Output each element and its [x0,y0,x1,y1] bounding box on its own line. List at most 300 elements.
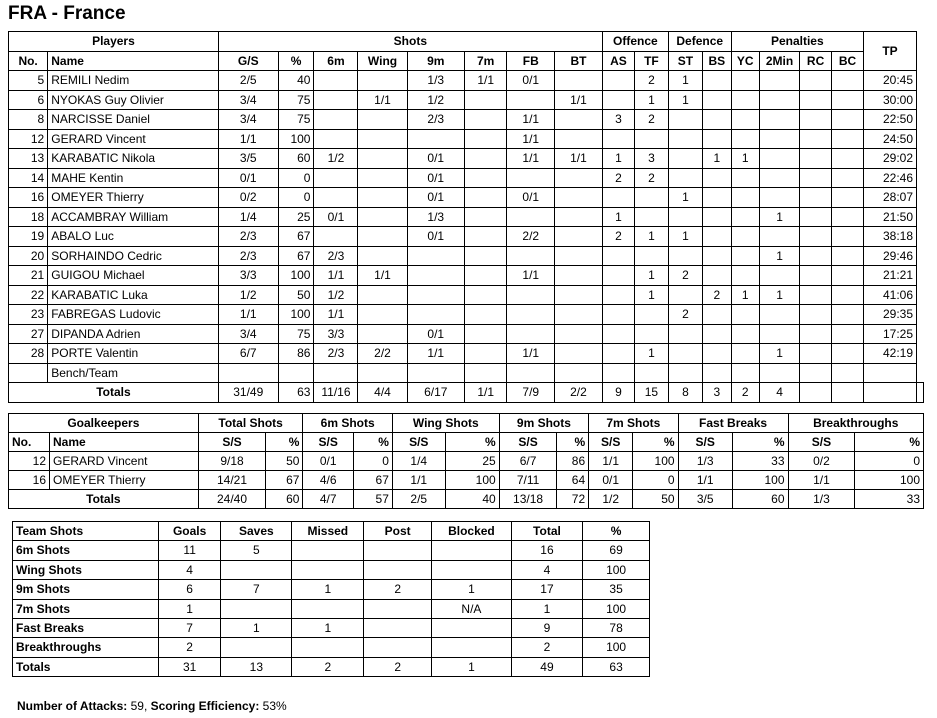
players-total-cell: 2 [731,383,759,403]
team-shots-cell [364,560,432,579]
player-cell: 29:02 [864,149,917,169]
player-cell: 18 [9,207,48,227]
player-row [9,129,924,149]
team-shots-cell: 1 [292,580,364,599]
goalkeeper-cell: 9/18 [198,452,266,471]
player-name: NARCISSE Daniel [48,110,219,130]
team-shots-cell: 35 [583,580,650,599]
player-cell [702,207,731,227]
goalkeeper-cell: 64 [557,471,589,490]
bench-cell [555,363,603,383]
player-cell [464,110,507,130]
player-cell: 1 [759,246,799,266]
player-cell [800,207,832,227]
player-cell [800,344,832,364]
player-cell [759,188,799,208]
player-cell [832,149,864,169]
player-cell: 1/2 [407,90,464,110]
goalkeepers-subheader-row [9,433,924,452]
pct-header: % [855,433,924,452]
player-cell: 2/3 [218,227,278,247]
column-header: FB [507,51,555,71]
player-cell: 1/1 [407,344,464,364]
player-cell [314,90,358,110]
column-header: 9m [407,51,464,71]
player-cell [759,149,799,169]
player-cell [800,71,832,91]
goalkeepers-total-cell: 60 [732,490,788,509]
players-total-cell: 1/1 [464,383,507,403]
player-cell: 2/3 [218,246,278,266]
player-cell: 2/3 [407,110,464,130]
player-cell [759,168,799,188]
goalkeeper-cell: 6/7 [499,452,557,471]
player-cell [800,246,832,266]
player-cell: 1 [635,266,669,286]
player-cell: 1 [602,207,634,227]
goalkeepers-name-header: Name [50,433,199,452]
player-cell: 29:35 [864,305,917,325]
player-cell [555,207,603,227]
team-shots-cell: 2 [364,580,432,599]
player-cell: 3/4 [218,110,278,130]
player-cell [832,207,864,227]
player-cell: 1/1 [464,71,507,91]
player-cell [507,168,555,188]
goalkeeper-cell: 0 [855,452,924,471]
goalkeeper-row [9,471,924,490]
players-total-cell [864,383,917,403]
team-shots-cell: 1 [158,599,220,618]
goalkeeper-cell: 50 [266,452,303,471]
player-cell [464,246,507,266]
player-cell [832,266,864,286]
team-shots-cell [221,638,292,657]
goalkeepers-table [8,413,924,509]
team-shots-header: Saves [221,522,292,541]
team-shots-cell [432,619,512,638]
player-cell [358,246,407,266]
player-cell [702,266,731,286]
player-cell: 100 [278,266,314,286]
player-cell: 6 [9,90,48,110]
player-cell: 17:25 [864,324,917,344]
player-cell: 28:07 [864,188,917,208]
pct-header: % [633,433,678,452]
player-cell: 1/1 [507,129,555,149]
player-cell: 27 [9,324,48,344]
player-cell [759,90,799,110]
player-cell [668,285,702,305]
ss-header: S/S [499,433,557,452]
player-cell: 3/4 [218,90,278,110]
player-cell [800,227,832,247]
player-cell: 50 [278,285,314,305]
team-shots-cell: 11 [158,541,220,560]
goalkeeper-cell: 1/3 [678,452,732,471]
defence-group-header: Defence [668,32,731,52]
column-header: No. [9,51,48,71]
goalkeepers-totals-row [9,490,924,509]
player-cell [464,285,507,305]
player-cell: 8 [9,110,48,130]
player-cell: 1/1 [218,129,278,149]
team-shots-header: Blocked [432,522,512,541]
player-cell: 2/2 [358,344,407,364]
players-total-cell: 6/17 [407,383,464,403]
player-cell: 2/3 [314,246,358,266]
player-cell: 1/4 [218,207,278,227]
player-row [9,149,924,169]
player-cell: 100 [278,129,314,149]
offence-group-header: Offence [602,32,668,52]
player-cell: 1 [731,285,759,305]
team-shots-body [13,541,650,677]
player-cell [731,227,759,247]
player-cell [635,188,669,208]
player-cell: 75 [278,90,314,110]
player-cell: 25 [278,207,314,227]
player-cell: 67 [278,227,314,247]
player-cell: 2/3 [314,344,358,364]
players-total-cell: 8 [668,383,702,403]
goalkeepers-group-header: 9m Shots [499,414,588,433]
attacks-value: 59, [130,699,148,713]
bench-cell [602,363,634,383]
bench-cell [635,363,669,383]
player-cell [464,129,507,149]
team-shots-cell: 100 [583,560,650,579]
player-cell [800,324,832,344]
player-cell: 86 [278,344,314,364]
team-shots-cell: 1 [511,599,582,618]
player-cell [731,168,759,188]
player-cell [407,285,464,305]
player-cell [702,246,731,266]
player-cell [702,168,731,188]
player-cell [731,305,759,325]
goalkeeper-cell: 25 [445,452,499,471]
players-total-cell: 4 [759,383,799,403]
player-cell [731,110,759,130]
team-shots-cell: 13 [221,657,292,676]
player-cell: 6/7 [218,344,278,364]
goalkeepers-group-header: 6m Shots [303,414,392,433]
player-cell: 0/1 [507,71,555,91]
bench-cell [832,363,864,383]
player-cell [635,246,669,266]
player-cell [555,305,603,325]
player-cell [464,149,507,169]
goalkeepers-total-cell: 1/2 [589,490,633,509]
player-cell [800,305,832,325]
team-shots-label: Wing Shots [13,560,159,579]
goalkeeper-cell: 0/2 [788,452,855,471]
team-shots-cell: 1 [221,619,292,638]
team-shots-cell [292,638,364,657]
player-cell: 0/1 [407,227,464,247]
goalkeepers-total-cell: 60 [266,490,303,509]
players-total-cell: 3 [702,383,731,403]
players-total-cell [800,383,832,403]
player-cell [358,188,407,208]
goalkeepers-group-header: Total Shots [198,414,303,433]
players-total-cell: 7/9 [507,383,555,403]
player-cell [555,188,603,208]
goalkeeper-cell: 1/1 [392,471,445,490]
player-cell: 1/1 [507,149,555,169]
player-cell: 67 [278,246,314,266]
player-cell: 1 [759,285,799,305]
player-cell [832,246,864,266]
player-cell: 2 [602,227,634,247]
team-shots-cell: 4 [511,560,582,579]
player-cell [800,110,832,130]
goalkeepers-total-cell: 13/18 [499,490,557,509]
bench-cell [314,363,358,383]
team-shots-cell [364,541,432,560]
player-name: MAHE Kentin [48,168,219,188]
player-cell: 1 [668,90,702,110]
player-cell [314,188,358,208]
player-cell [800,149,832,169]
team-shots-row [13,638,650,657]
player-cell: 1 [635,90,669,110]
players-total-cell [832,383,864,403]
player-cell: 2/5 [218,71,278,91]
bench-cell [702,363,731,383]
player-cell [507,90,555,110]
player-cell [702,344,731,364]
team-shots-cell: 5 [221,541,292,560]
goalkeeper-cell: 67 [266,471,303,490]
player-cell: 38:18 [864,227,917,247]
player-cell: 60 [278,149,314,169]
player-cell [602,90,634,110]
player-cell [832,305,864,325]
player-cell: 20 [9,246,48,266]
player-cell: 30:00 [864,90,917,110]
player-cell [832,90,864,110]
goalkeeper-name: GERARD Vincent [50,452,199,471]
player-cell [702,188,731,208]
column-header: G/S [218,51,278,71]
column-header: % [278,51,314,71]
team-shots-cell [221,560,292,579]
player-cell: 3 [635,149,669,169]
player-cell: 1/1 [507,344,555,364]
player-cell [832,129,864,149]
player-cell [731,90,759,110]
player-cell [464,266,507,286]
penalties-group-header: Penalties [731,32,863,52]
player-cell: 2 [635,168,669,188]
players-total-cell: 31/49 [218,383,278,403]
player-cell [464,324,507,344]
column-header: 7m [464,51,507,71]
player-name: GUIGOU Michael [48,266,219,286]
player-name: OMEYER Thierry [48,188,219,208]
player-cell [555,110,603,130]
player-cell [507,246,555,266]
player-cell [800,188,832,208]
player-cell: 41:06 [864,285,917,305]
column-header: BT [555,51,603,71]
player-cell: 2/2 [507,227,555,247]
player-cell: 22:50 [864,110,917,130]
player-cell [464,227,507,247]
player-cell [759,71,799,91]
player-cell [314,129,358,149]
column-header: YC [731,51,759,71]
pct-header: % [266,433,303,452]
player-cell: 1 [702,149,731,169]
player-cell [668,149,702,169]
goalkeeper-cell: 0/1 [303,452,353,471]
goalkeepers-total-cell: 50 [633,490,678,509]
player-cell [635,207,669,227]
team-shots-cell: 1 [432,657,512,676]
team-shots-cell [292,541,364,560]
team-shots-cell: 7 [221,580,292,599]
player-cell [759,110,799,130]
team-shots-header-row [13,522,650,541]
goalkeepers-no-header: No. [9,433,50,452]
column-header: Wing [358,51,407,71]
player-cell: 24:50 [864,129,917,149]
player-row [9,227,924,247]
player-cell [731,246,759,266]
team-shots-header: Team Shots [13,522,159,541]
player-row [9,90,924,110]
player-cell [731,207,759,227]
goalkeeper-cell: 1/1 [788,471,855,490]
player-row [9,207,924,227]
player-cell [314,110,358,130]
player-cell: 0/1 [407,324,464,344]
player-cell: 1/1 [314,266,358,286]
player-cell: 14 [9,168,48,188]
team-shots-label: Fast Breaks [13,619,159,638]
player-cell [702,71,731,91]
player-cell [507,305,555,325]
player-cell [358,129,407,149]
team-shots-cell: 2 [292,657,364,676]
goalkeepers-total-cell: 4/7 [303,490,353,509]
player-name: ACCAMBRAY William [48,207,219,227]
player-cell: 23 [9,305,48,325]
player-row [9,266,924,286]
team-shots-row [13,619,650,638]
goalkeepers-body [9,452,924,509]
goalkeeper-cell: 4/6 [303,471,353,490]
player-cell: 3/5 [218,149,278,169]
bench-cell [464,363,507,383]
player-row [9,71,924,91]
player-name: SORHAINDO Cedric [48,246,219,266]
team-shots-cell: 2 [511,638,582,657]
player-cell: 3/3 [218,266,278,286]
bench-cell [278,363,314,383]
team-shots-cell: 69 [583,541,650,560]
player-cell [555,129,603,149]
goalkeepers-total-cell: 2/5 [392,490,445,509]
goalkeeper-cell: 1/1 [589,452,633,471]
player-cell: 1/2 [314,285,358,305]
player-cell: 0/1 [314,207,358,227]
player-cell [555,227,603,247]
goalkeepers-totals-label: Totals [9,490,199,509]
player-cell: 75 [278,324,314,344]
players-table [8,31,924,403]
player-cell [602,246,634,266]
bench-cell [864,363,917,383]
goalkeeper-cell: 86 [557,452,589,471]
player-name: REMILI Nedim [48,71,219,91]
player-cell: 0/1 [407,149,464,169]
player-cell: 2 [668,305,702,325]
player-cell: 5 [9,71,48,91]
team-shots-cell: 63 [583,657,650,676]
player-cell [555,71,603,91]
team-shots-cell: 16 [511,541,582,560]
team-shots-cell [221,599,292,618]
bench-cell [731,363,759,383]
goalkeepers-group-header: 7m Shots [589,414,678,433]
player-cell [759,324,799,344]
player-cell [800,90,832,110]
player-cell [314,227,358,247]
player-cell: 0/1 [407,168,464,188]
player-cell [668,110,702,130]
player-cell: 12 [9,129,48,149]
player-cell: 19 [9,227,48,247]
player-cell [832,110,864,130]
player-cell [668,207,702,227]
team-shots-row [13,580,650,599]
player-cell [832,285,864,305]
player-cell [602,266,634,286]
player-cell: 1 [635,344,669,364]
player-cell [358,227,407,247]
player-cell [702,324,731,344]
goalkeeper-cell: 14/21 [198,471,266,490]
player-cell [358,149,407,169]
player-cell [759,227,799,247]
player-cell [702,129,731,149]
team-shots-cell: 17 [511,580,582,599]
team-shots-cell: 6 [158,580,220,599]
goalkeeper-cell: 16 [9,471,50,490]
footer-summary [17,699,287,713]
players-body [9,71,924,403]
player-cell [407,266,464,286]
goalkeepers-group-header: Goalkeepers [9,414,199,433]
player-cell [464,168,507,188]
player-cell: 21 [9,266,48,286]
player-cell [464,344,507,364]
player-row [9,168,924,188]
player-cell [602,188,634,208]
player-cell [635,129,669,149]
player-cell [407,246,464,266]
goalkeeper-cell: 100 [855,471,924,490]
team-shots-label: 9m Shots [13,580,159,599]
goalkeeper-cell: 67 [353,471,392,490]
team-shots-cell: 1 [292,619,364,638]
player-name: KARABATIC Nikola [48,149,219,169]
player-cell [358,324,407,344]
